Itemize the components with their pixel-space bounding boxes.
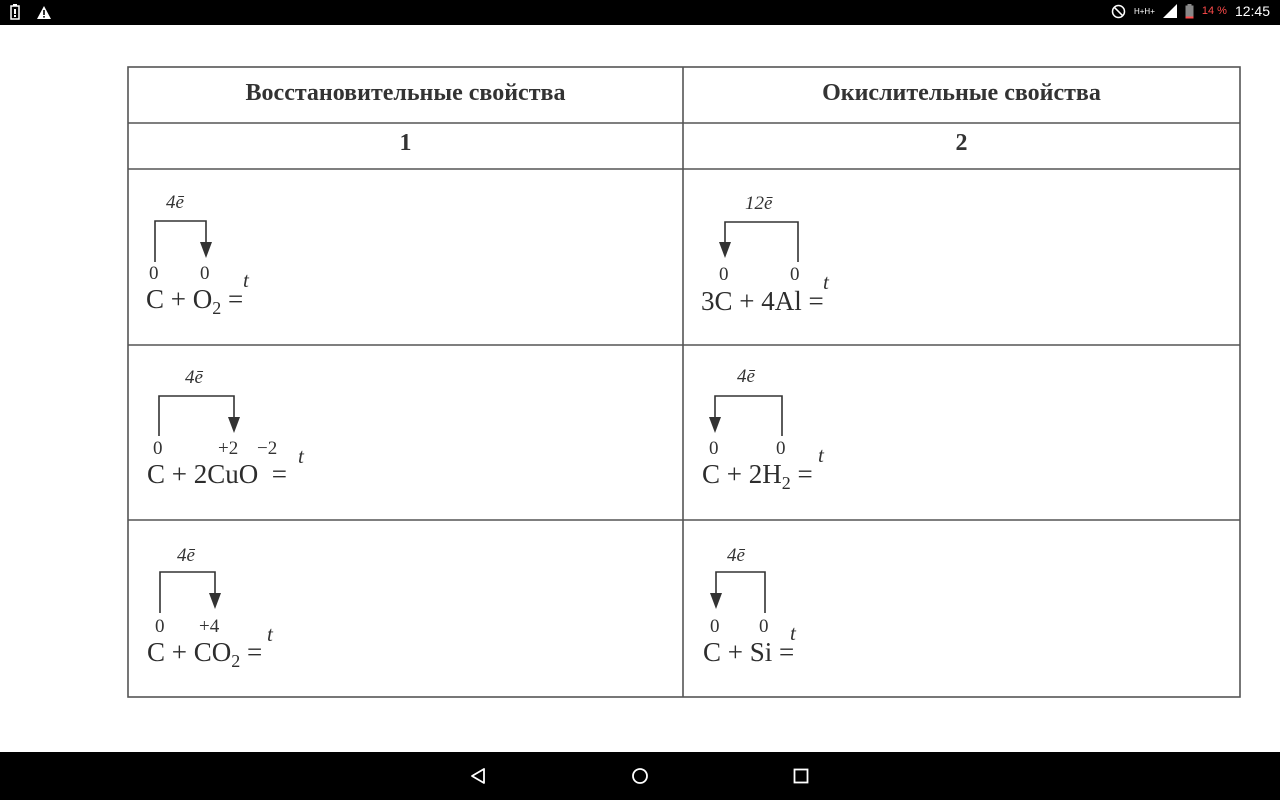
electron-arrows: [155, 221, 798, 613]
recents-button[interactable]: [790, 765, 812, 787]
oxidation-state: 0: [153, 438, 163, 459]
electron-count: 4ē: [185, 367, 203, 388]
header-oxidizing-properties: Окислительные свойства: [822, 80, 1101, 106]
recents-icon: [793, 768, 809, 784]
home-icon: [631, 767, 649, 785]
reaction-equation: $C + CO_2$ =: [147, 637, 263, 671]
column-number-2: 2: [955, 130, 968, 156]
reaction-equation: C + Si =: [703, 637, 795, 667]
reaction-equation: C + 2CuO =: [147, 459, 287, 489]
back-icon: [469, 767, 487, 785]
clock: 12:45: [1234, 3, 1270, 19]
oxidation-state: 0: [709, 438, 719, 459]
oxidation-state: 0: [710, 616, 720, 637]
temperature-label: t: [298, 444, 304, 468]
electron-count: 4ē: [177, 545, 195, 566]
oxidation-state: 0: [719, 264, 729, 285]
home-button[interactable]: [629, 765, 651, 787]
battery-percent: 14 %: [1201, 5, 1227, 17]
electron-count: 4ē: [737, 366, 755, 387]
oxidation-state: −2: [257, 438, 278, 459]
electron-count: 12ē: [745, 193, 773, 214]
column-number-1: 1: [399, 130, 412, 156]
oxidation-state: 0: [155, 616, 165, 637]
header-reducing-properties: Восстановительные свойства: [245, 80, 566, 106]
electron-count: 4ē: [166, 192, 184, 213]
temperature-label: t: [243, 268, 249, 292]
back-button[interactable]: [467, 765, 489, 787]
oxidation-state: 0: [149, 263, 159, 284]
navigation-bar: [0, 752, 1280, 800]
reaction-equation: $C + 2H_2$ =: [702, 459, 813, 493]
reaction-equation: 3C + 4Al =: [701, 286, 824, 316]
oxidation-state: +4: [199, 616, 220, 637]
network-type: H+H+: [1133, 6, 1155, 16]
oxidation-state: +2: [218, 438, 239, 459]
temperature-label: t: [823, 270, 829, 294]
oxidation-state: 0: [776, 438, 786, 459]
temperature-label: t: [267, 622, 273, 646]
reaction-equation: $C + O_2$ =: [146, 284, 244, 318]
temperature-label: t: [818, 443, 824, 467]
oxidation-state: 0: [790, 264, 800, 285]
oxidation-state: 0: [759, 616, 769, 637]
oxidation-state: 0: [200, 263, 210, 284]
temperature-label: t: [790, 621, 796, 645]
electron-count: 4ē: [727, 545, 745, 566]
